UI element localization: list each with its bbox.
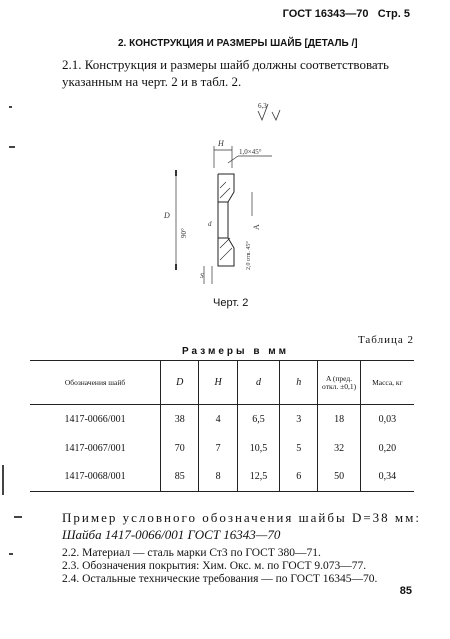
column-header: H (199, 361, 237, 405)
page-number: 85 (399, 585, 412, 597)
dimensions-table (30, 360, 414, 492)
list-item: 2.3. Обозначения покрытия: Хим. Окс. м. по ГОСТ 9.073—77. (62, 560, 367, 572)
table-number: Таблица 2 (357, 334, 414, 346)
table-cell: 0,34 (360, 463, 414, 492)
table-cell: 4 (199, 405, 237, 434)
table-cell: 12,5 (237, 463, 279, 492)
table-header-row (30, 361, 414, 405)
scan-mark (9, 146, 15, 148)
table-cell: 1417-0067/001 (64, 442, 126, 454)
section-title: 2. КОНСТРУКЦИЯ И РАЗМЕРЫ ШАЙБ [ДЕТАЛЬ /] (118, 38, 358, 49)
roughness-value: 6,3 (258, 102, 267, 110)
roughness-symbol (258, 102, 280, 120)
table-cell: 1417-0068/001 (64, 471, 126, 483)
chamfer-label: 1,0×45° (239, 148, 262, 156)
angle-label: 90° (180, 228, 188, 238)
example-designation: Шайба 1417-0066/001 ГОСТ 16343—70 (62, 527, 281, 542)
scan-mark (14, 516, 22, 518)
table-cell: 10,5 (237, 434, 279, 463)
tick-mark (175, 170, 177, 176)
table-cell: 70 (161, 434, 199, 463)
table-title: Размеры в мм (182, 346, 290, 357)
column-header: Обозначения шайб (64, 377, 126, 387)
requirements-list (62, 547, 422, 586)
column-header: D (161, 361, 199, 405)
table-row (30, 434, 414, 463)
dimension-s-label: S (200, 272, 204, 280)
standard-code: ГОСТ 16343—70 (282, 8, 369, 20)
dimension-d (163, 174, 212, 266)
paragraph-2-1-line2: указанным на черт. 2 и в табл. 2. (62, 74, 242, 89)
washer-section (218, 174, 234, 266)
table-cell: 8 (199, 463, 237, 492)
dimension-h-label: H (218, 139, 224, 148)
dimension-s (200, 241, 252, 284)
column-header: d (237, 361, 279, 405)
dimension-h (214, 139, 232, 168)
column-header: h (280, 361, 318, 405)
table-cell: 32 (318, 434, 360, 463)
drawing-caption: Черт. 2 (213, 297, 249, 309)
paragraph-2-1 (62, 56, 412, 90)
table-cell: 5 (280, 434, 318, 463)
page-header (283, 8, 410, 20)
table-row (30, 463, 414, 492)
scan-mark (2, 465, 4, 495)
table-row (30, 405, 414, 434)
dimension-note: 2,0 отв. 45° (246, 241, 252, 270)
table-cell: 85 (161, 463, 199, 492)
table-cell: 1417-0066/001 (64, 413, 126, 425)
tick-mark (175, 264, 177, 270)
scan-mark (9, 106, 12, 108)
column-header: A (пред. откл. ±0,1) (318, 361, 360, 405)
table-cell: 18 (318, 405, 360, 434)
dimension-d-small-label: d (208, 220, 212, 228)
chamfer-note (228, 148, 272, 163)
example-heading: Пример условного обозначения шайбы D=38 мм: (62, 510, 421, 525)
table-cell: 0,20 (360, 434, 414, 463)
table-cell: 50 (318, 463, 360, 492)
list-item: 2.2. Материал — сталь марки Ст3 по ГОСТ 380—71. (62, 547, 321, 559)
section-mark-label: A (252, 224, 261, 230)
page-label: Стр. 5 (377, 8, 410, 20)
scan-mark (9, 553, 13, 555)
list-item: 2.4. Остальные технические требования — по ГОСТ 16345—70. (62, 573, 378, 585)
table-cell: 38 (161, 405, 199, 434)
paragraph-2-1-line1: 2.1. Конструкция и размеры шайб должны соответствовать (62, 57, 389, 72)
table-cell: 3 (280, 405, 318, 434)
washer-drawing (150, 98, 310, 293)
section-arrow-a (252, 192, 261, 230)
dimension-d-big-label: D (164, 211, 170, 220)
table-cell: 0,03 (360, 405, 414, 434)
table-cell: 7 (199, 434, 237, 463)
column-header: Масса, кг (360, 361, 414, 405)
table-cell: 6 (280, 463, 318, 492)
table-cell: 6,5 (237, 405, 279, 434)
